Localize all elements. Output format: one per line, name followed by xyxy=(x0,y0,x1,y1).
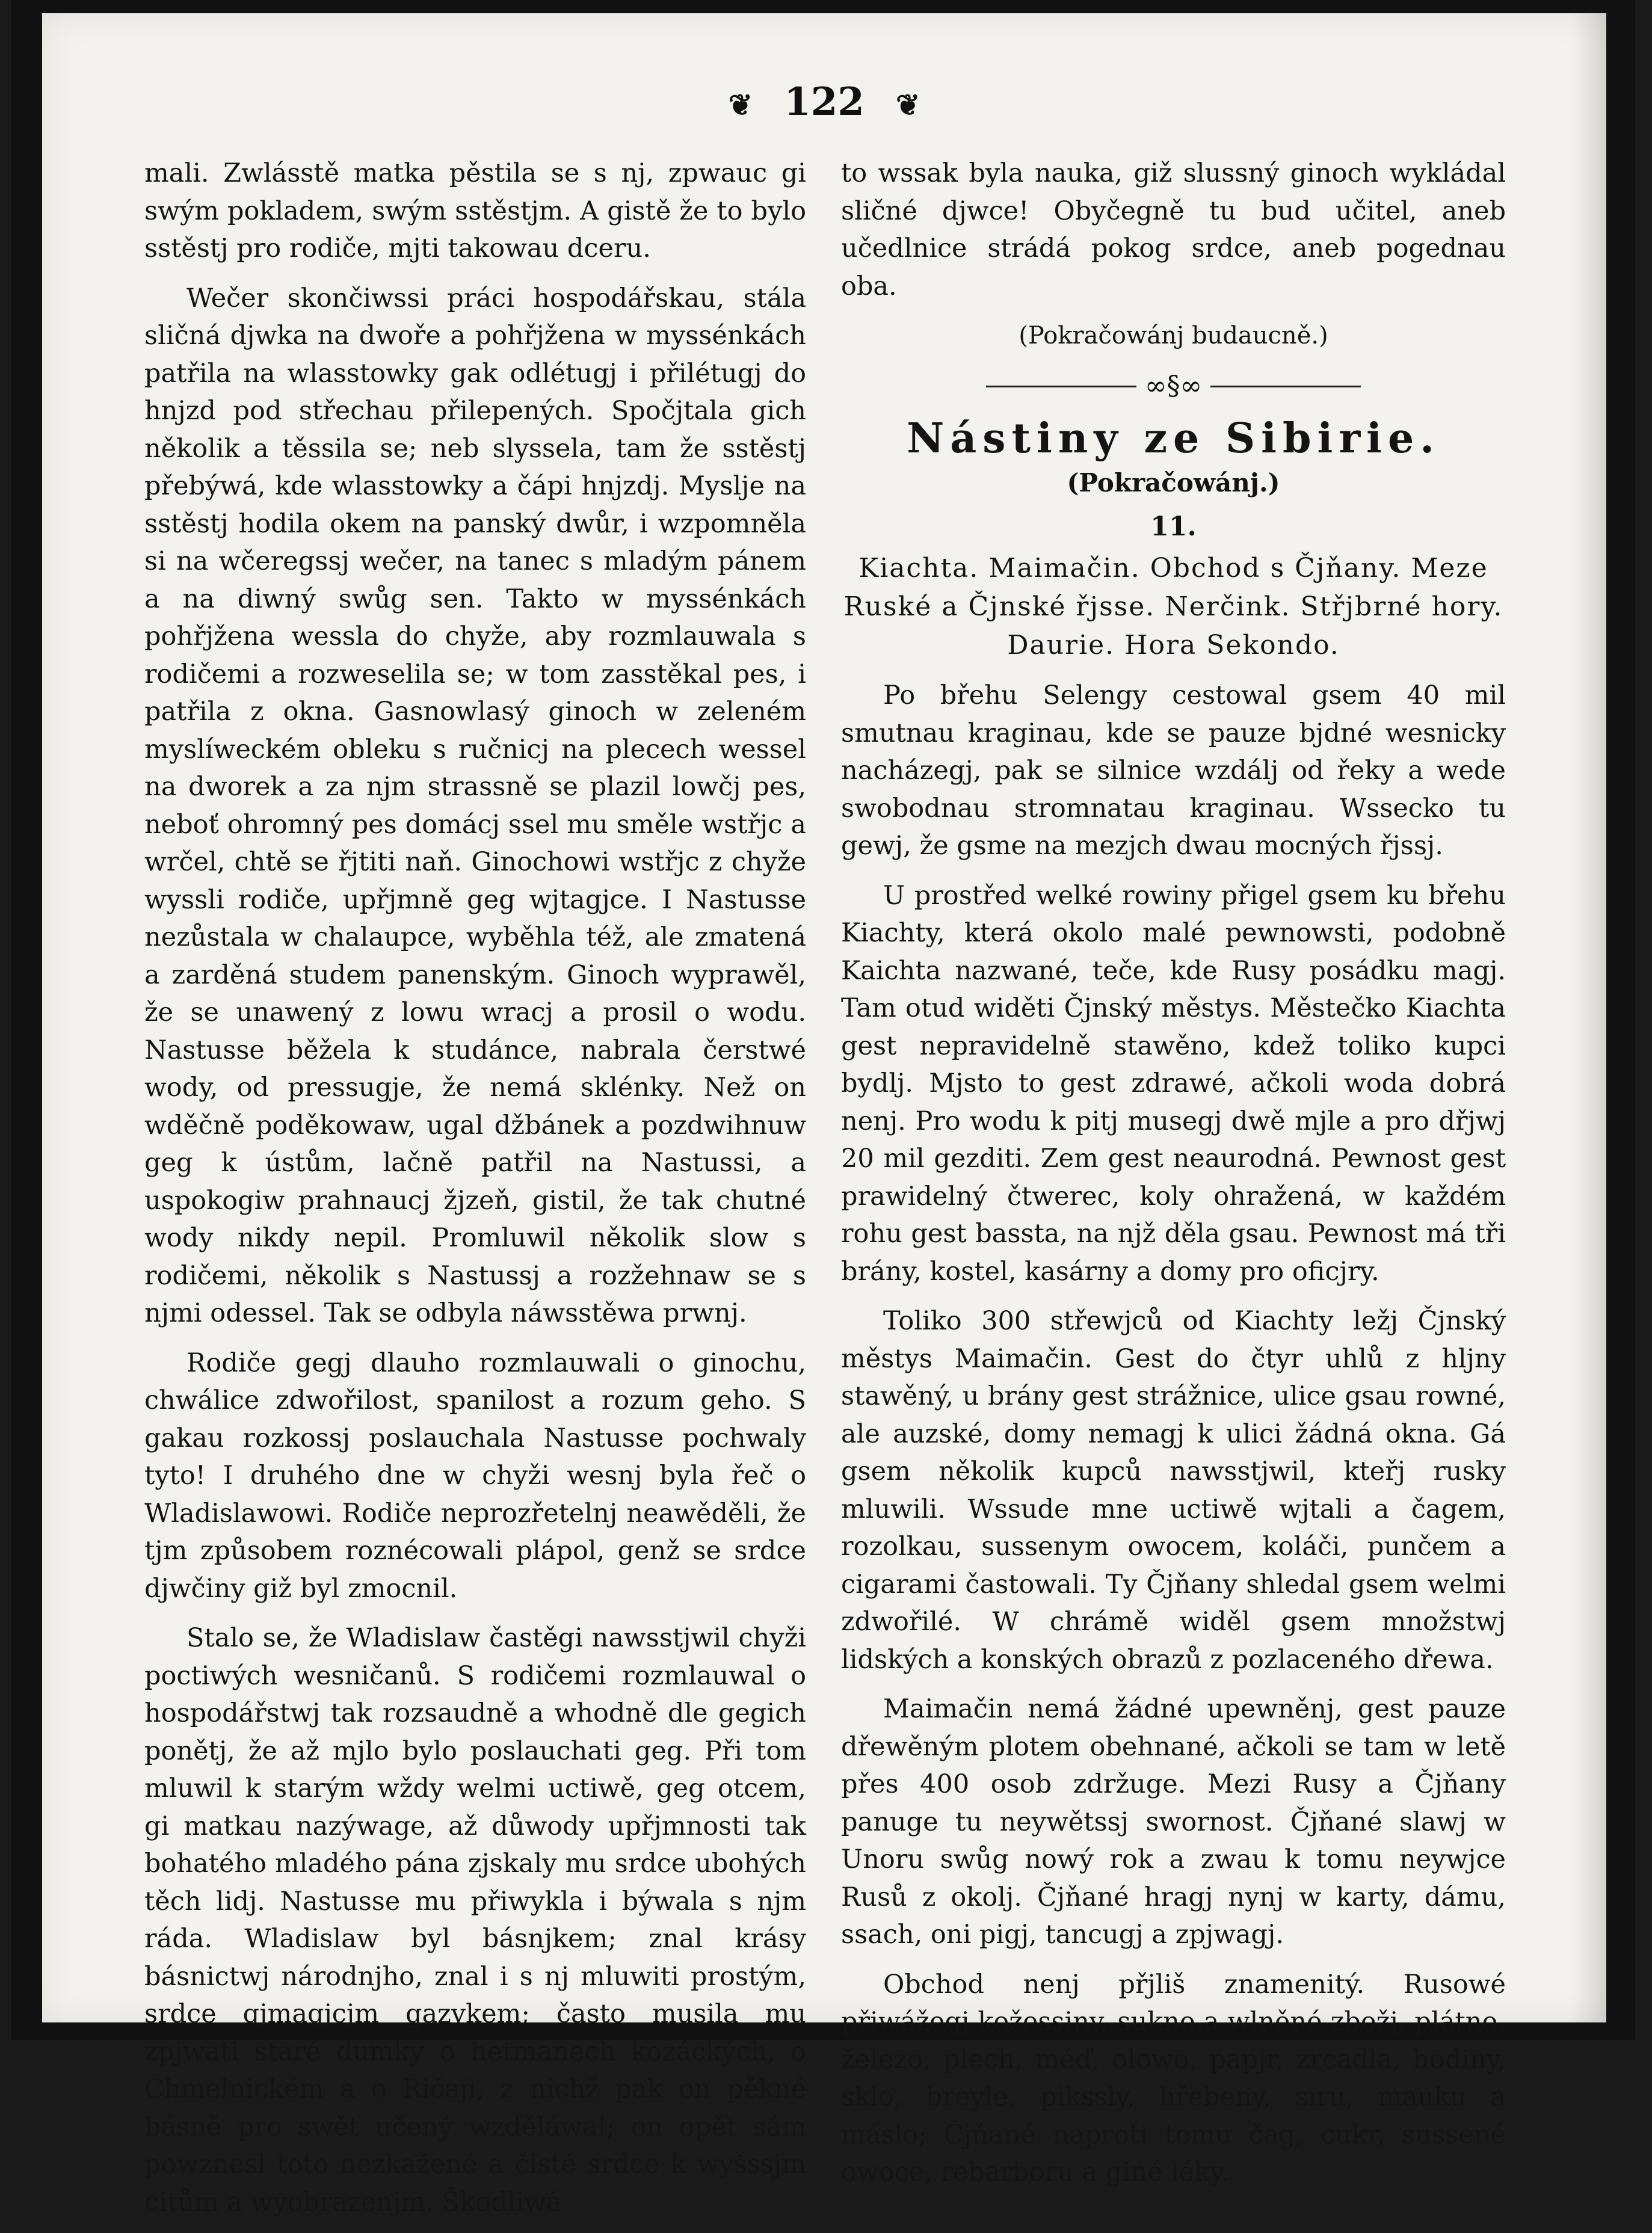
right-paragraph: Maimačin nemá žádné upewněnj, gest pauze dřewěným plotem obehnané, ačkoli se tam w letě přes 400 osob zdržuge. Mezi Rusy a Čjňany panuge tu neywětssj swornost. Čjňané slawj w Unoru swůg nowý rok a zwau k tomu neywjce Rusů z okolj. Čjňané hragj nynj w karty, dámu, ssach, oni pigj, tancugj a zpjwagj. xyxy=(841,1694,1506,1950)
page-header xyxy=(42,79,1606,125)
right-paragraph: Po břehu Selengy cestowal gsem 40 mil smutnau kraginau, kde se pauze bjdné wesnicky nacházegj, pak se silnice wzdálj od řeky a wede swobodnau stromnatau kraginau. Wssecko tu gewj, že gsme na mezjch dwau mocných řjssj. xyxy=(841,680,1506,861)
divider-line xyxy=(986,386,1136,387)
right-paragraph: Obchod nenj přjliš znamenitý. Rusowé přiwážegj kožessiny, sukno a wlněné zbožj, plátno, železo, plech, měď, olowo, papjr, zrcadla, hodiny, sklo, breyle, pikssly, hřebeny, siru, mauku a máslo; Čjňané naproti tomu čag, cukr, sussené owoce, rebarboru a giné léky. xyxy=(841,1969,1506,2187)
section-number: 11. xyxy=(1150,511,1197,542)
story-continuation: to wssak byla nauka, giž slussný ginoch wykládal sličné djwce! Obyčegně tu bud učitel, aneb učedlnice strádá pokog srdce, aneb pogednau oba. xyxy=(841,158,1506,301)
scan-background xyxy=(11,0,1635,2217)
book-page xyxy=(42,13,1606,2217)
divider-ornament-icon: ∞§∞ xyxy=(1144,371,1203,402)
right-paragraph: Toliko 300 střewjců od Kiachty ležj Čjnský městys Maimačin. Gest do čtyr uhlů z hljny stawěný, u brány gest strážnice, ulice gsau rowné, ale auzské, domy nemagj k ulici žádná okna. Gá gsem několik kupců nawsstjwil, kteřj rusky mluwili. Wssude mne uctiwě wjtali a čagem, rozolkau, sussenym owocem, koláči, punčem a cigarami častowali. Ty Čjňany shledal gsem welmi zdwořilé. W chrámě widěl gsem množstwj lidských a konských obrazů z pozlaceného dřewa. xyxy=(841,1306,1506,1675)
left-paragraph: mali. Zwlásstě matka pěstila se s nj, zpwauc gi swým pokladem, swým sstěstjm. A gistě že to bylo sstěstj pro rodiče, mjti takowau dceru. xyxy=(144,158,806,263)
article-subtitle: (Pokračowánj.) xyxy=(1067,468,1280,497)
page-fold-shadow xyxy=(1570,13,1606,2022)
header-left-ornament-icon: ❦ xyxy=(728,88,753,122)
right-paragraph: U prostřed welké rowiny přigel gsem ku břehu Kiachty, která okolo malé pewnowsti, podobně Kaichta nazwané, teče, kde Rusy posádku magj. Tam otud widěti Čjnský městys. Městečko Kiachta gest nepravidelně stawěno, kdež toliko kupci bydlj. Mjsto to gest zdrawé, ačkoli woda dobrá nenj. Pro wodu k pitj musegj dwě mjle a pro dřjwj 20 mil gezditi. Zem gest neaurodná. Pewnost gest prawidelný čtwerec, koly ohražená, w každém rohu gest bassta, na njž děla gsau. Pewnost má tři brány, kostel, kasárny a domy pro oficjry. xyxy=(841,880,1506,1287)
left-paragraph: Rodiče gegj dlauho rozmlauwali o ginochu, chwálice zdwořilost, spanilost a rozum geho. S gakau rozkossj poslauchala Nastusse pochwaly tyto! I druhého dne w chyži wesnj byla řeč o Wladislawowi. Rodiče neprozřetelnj neawěděli, že tjm způsobem roznécowali plápol, genž se srdce djwčiny giž byl zmocnil. xyxy=(144,1348,806,1604)
left-column xyxy=(144,155,806,2233)
left-paragraph: Stalo se, že Wladislaw častěgi nawsstjwil chyži poctiwých wesničanů. S rodičemi rozmlauwal o hospodářstwj tak rozsaudně a whodně dle gegich ponětj, že až mjlo bylo poslauchati geg. Při tom mluwil k starým wždy welmi uctiwě, geg otcem, gi matkau nazýwage, až důwody upřjmnosti tak bohatého mladého pána zjskaly mu srdce ubohých těch lidj. Nastusse mu přiwykla i býwala s njm ráda. Wladislaw byl básnjkem; znal krásy básnictwj národnjho, znal i s nj mluwiti prostým, srdce gjmagjcjm gazykem; často musila mu zpjwati staré dumky o hetmanech kozáckých, o Chmelnickém a o Ričaji, z nichž pak on pěkné básně pro swět učený wzděláwal; on opět sám powznesl toto nezkažené a čisté srdce k wyšssjm citům a wyobrazenjm. Škodliwá xyxy=(144,1623,806,2217)
left-paragraph: Wečer skončiwssi práci hospodářskau, stála sličná djwka na dwoře a pohřjžena w myssénkách patřila na wlasstowky gak odlétugj i přilétugj do hnjzd pod střechau přilepených. Spočjtala gich několik a těssila se; neb slyssela, tam že sstěstj přebýwá, kde wlasstowky a čápi hnjzdj. Myslje na sstěstj hodila okem na panský dwůr, i wzpomněla si na wčeregssj wečer, na tanec s mladým pánem a na diwný swůg sen. Takto w myssénkách pohřjžena wessla do chyže, aby rozmlauwala s rodičemi a rozweselila se; w tom zasstěkal pes, i patřila z okna. Gasnowlasý ginoch w zeleném myslíweckém obleku s ručnicj na plecech wessel na dworek a za njm strassně se plazil lowčj pes, neboť ohromný pes domácj ssel mu směle wstřjc a wrčel, chtě se řjtiti naň. Ginochowi wstřjc z chyže wyssli rodiče, upřjmně geg wjtagjce. I Nastusse nezůstala w chalaupce, wyběhla též, ale zmatená a zarděná studem panenským. Ginoch wyprawěl, že se unawený z lowu wracj a prosil o wodu. Nastusse běžela k studánce, nabrala čerstwé wody, od pressugje, že nemá sklénky. Než on wděčně poděkowaw, ugal džbánek a pozdwihnuw geg k ústům, lačně patřil na Nastussi, a uspokogiw prahnaucj žjzeň, gistil, že tak chutné wody nikdy nepil. Promluwil několik slow s rodičemi, několik s Nastussj a rozžehnaw se s njmi odessel. Tak se odbyla náwsstěwa prwnj. xyxy=(144,283,806,1328)
right-column xyxy=(841,155,1506,2204)
page-number: 122 xyxy=(784,79,865,125)
section-divider xyxy=(841,366,1506,408)
continued-note: (Pokračowánj budaucně.) xyxy=(1019,322,1328,350)
header-right-ornament-icon: ❦ xyxy=(896,88,920,122)
section-heading: Kiachta. Maimačin. Obchod s Čjňany. Meze Ruské a Čjnské řjsse. Nerčink. Střjbrné hory. Daurie. Hora Sekondo. xyxy=(843,553,1503,661)
article-title: Nástiny ze Sibirie. xyxy=(907,414,1440,463)
divider-line xyxy=(1210,386,1361,387)
